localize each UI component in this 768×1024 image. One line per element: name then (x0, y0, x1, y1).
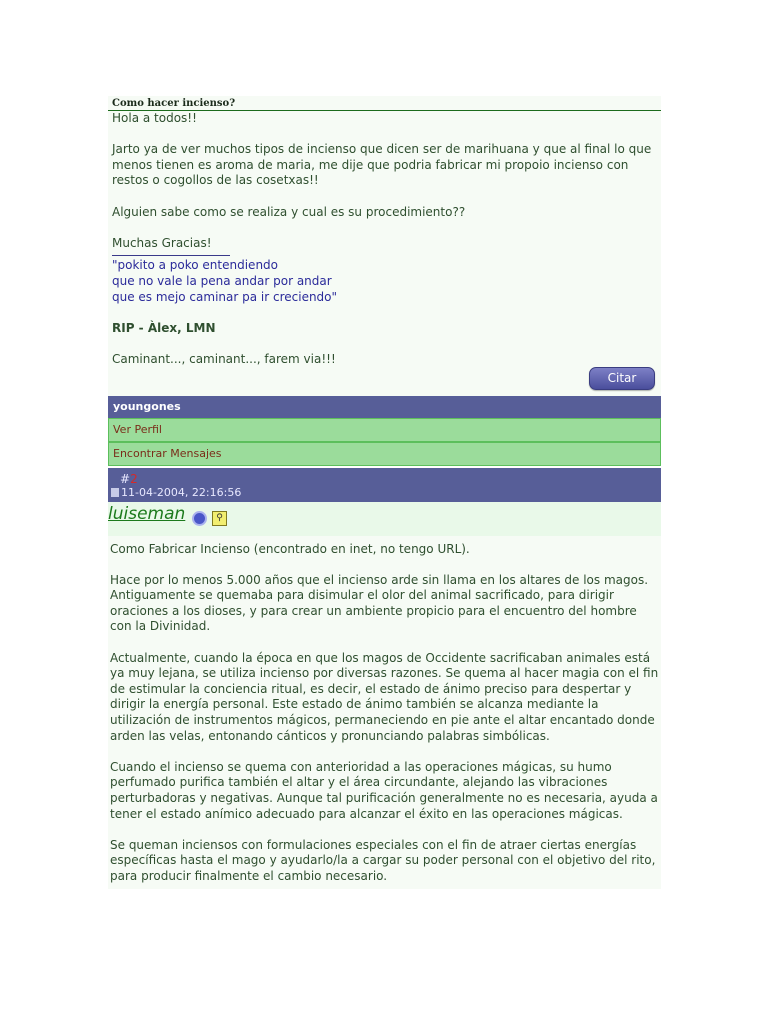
post-actions (108, 368, 661, 392)
post-paragraph: Actualmente, cuando la época en que los magos de Occidente sacrificaban animales está ya muy lejana, se utiliza incienso por diversas razones. Se quema al hacer magia con el fin de estimular la conciencia ritual, es decir, el estado de ánimo preciso para despertar y dirigir la energía personal. Este estado de ánimo también se alcanza mediante la utilización de instrumentos mágicos, permaneciendo en pie ante el altar encantado donde arden las velas, entonando cánticos y pronunciando palabras simbólicas. (110, 650, 659, 743)
find-posts-link[interactable]: Encontrar Mensajes (108, 442, 661, 466)
post-paragraph: Jarto ya de ver muchos tipos de incienso que dicen ser de marihuana y que al final lo que menos tienen es aroma de maria, me dije que podria fabricar mi propoio incienso con restos o cogollos de las cosetxas!! (112, 142, 652, 188)
post-1 (108, 96, 661, 396)
post-paragraph: Cuando el incienso se quema con anterioridad a las operaciones mágicas, su humo perfumado purifica también el altar y el área circundante, alejando las vibraciones perturbadoras y negativas. Aunque tal purificación generalmente no es necesaria, ayuda a tener el estado anímico adecuado para alcanzar el éxito en las operaciones mágicas. (110, 759, 658, 821)
quote-button[interactable]: Citar (589, 367, 655, 390)
post-body (108, 536, 661, 889)
post-number[interactable] (120, 472, 138, 486)
forum-thread (108, 96, 661, 889)
signature-divider (112, 255, 230, 256)
online-status-icon (192, 511, 207, 526)
post-title: Como hacer incienso? (108, 96, 661, 111)
author-status (192, 508, 227, 527)
signature-line: que no vale la pena andar por andar (112, 273, 332, 288)
post-paragraph: Alguien sabe como se realiza y cual es su procedimiento?? (112, 204, 466, 219)
signature-closing: Caminant..., caminant..., farem via!!! (112, 351, 336, 366)
search-icon[interactable]: ⚲ (212, 511, 227, 526)
signature-line: "pokito a poko entendiendo (112, 258, 279, 273)
post-icon (111, 488, 119, 497)
post-date-text: 11-04-2004, 22:16:56 (121, 485, 242, 499)
author-row (108, 502, 661, 536)
post-number-value: 2 (130, 471, 138, 486)
post-number-prefix: # (120, 471, 131, 486)
post-paragraph: Hola a todos!! (112, 111, 197, 125)
post-body (108, 111, 661, 368)
signature-line: que es mejo caminar pa ir creciendo" (112, 289, 338, 304)
post-date (111, 486, 241, 499)
post-paragraph: Como Fabricar Incienso (encontrado en inet, no tengo URL). (110, 541, 470, 556)
user-menu-header[interactable]: youngones (108, 396, 661, 418)
signature-rip: RIP - Àlex, LMN (112, 320, 216, 335)
post-2 (108, 502, 661, 889)
post-paragraph: Hace por lo menos 5.000 años que el incienso arde sin llama en los altares de los magos. Antiguamente se quemaba para disimular el olor del animal sacrificado, para dirigir oraciones a los dioses, y para crear un ambiente propicio para el encuentro del hombre con la Divinidad. (110, 572, 649, 634)
post-2-header (108, 468, 661, 502)
post-paragraph: Muchas Gracias! (112, 235, 212, 250)
author-name-link[interactable]: luiseman (108, 503, 186, 524)
post-paragraph: Se queman inciensos con formulaciones especiales con el fin de atraer ciertas energías específicas hasta el mago y ayudarlo/la a cargar su poder personal con el objetivo del rito, para producir finalmente el cambio necesario. (110, 837, 656, 883)
signature (112, 258, 657, 305)
view-profile-link[interactable]: Ver Perfil (108, 418, 661, 442)
